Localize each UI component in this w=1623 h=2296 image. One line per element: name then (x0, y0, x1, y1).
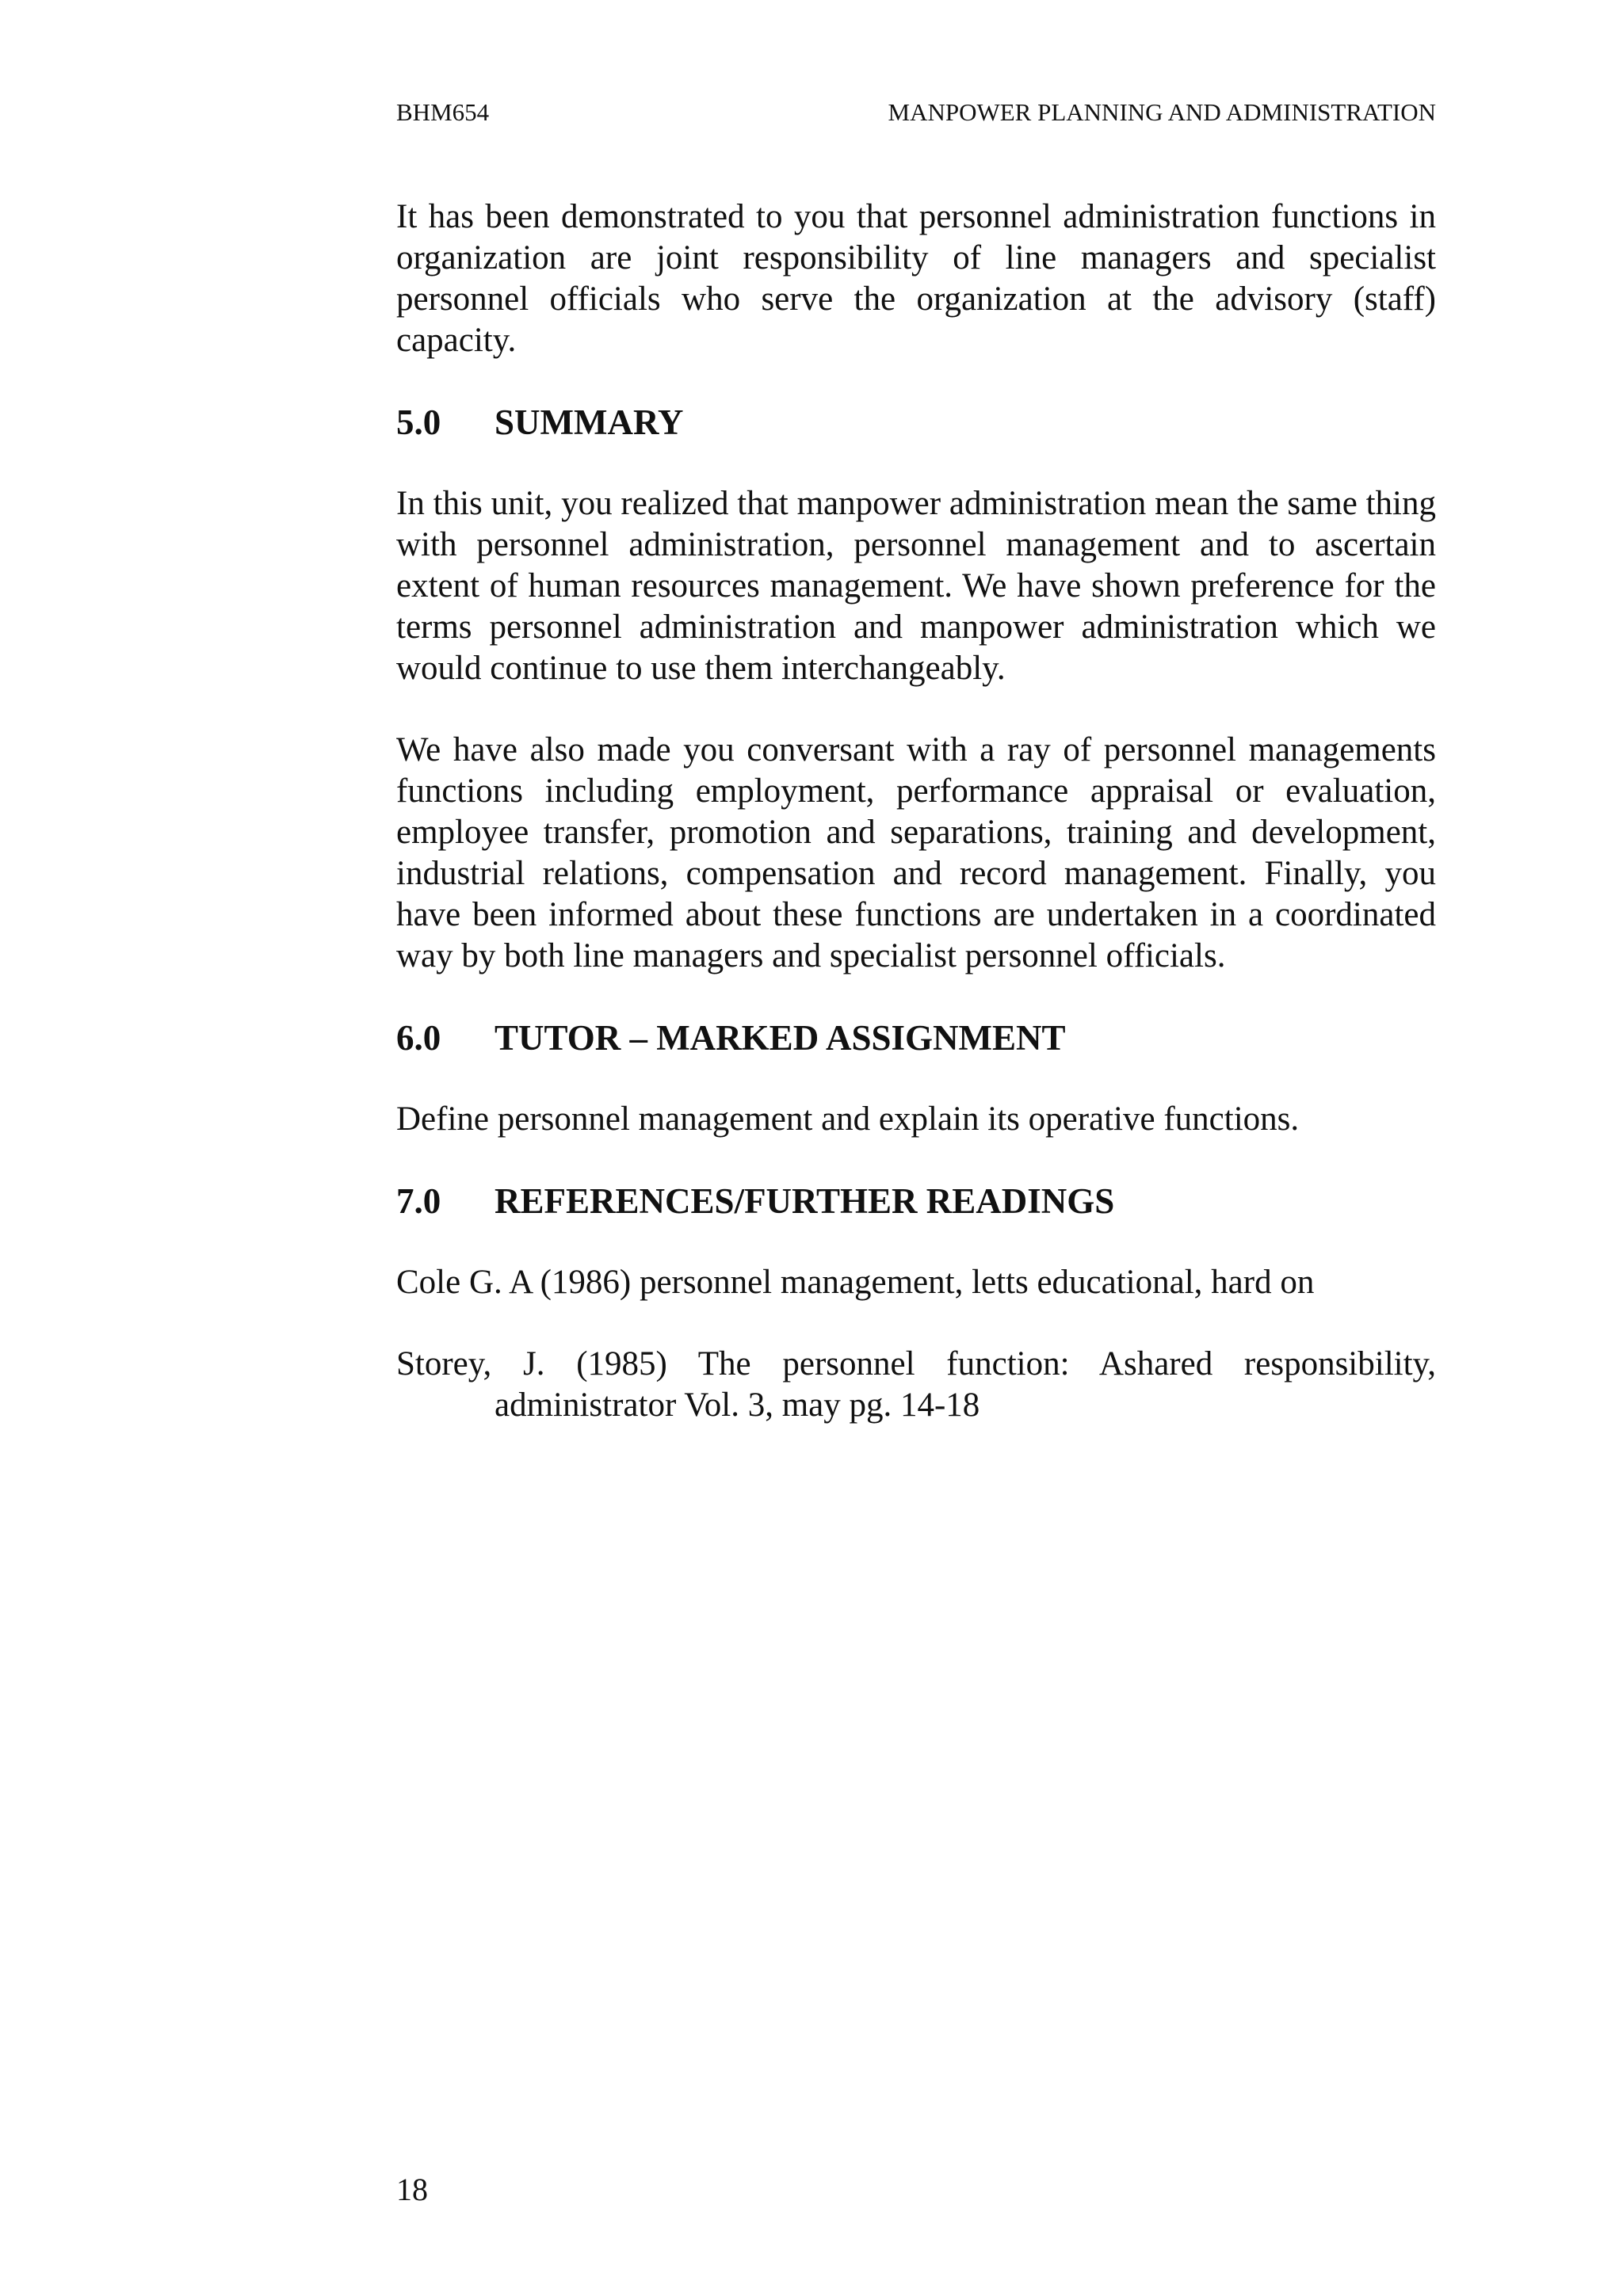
summary-paragraph-2: We have also made you conversant with a ray of personnel managements functions including employment, performance appraisal or evaluation, employee transfer, promotion and separations, training and development, industrial relations, compensation and record management. Finally, you have been informed about these functions are undertaken in a coordinated way by both line managers and specialist personnel officials. (396, 731, 1436, 974)
reference-item-2: Storey, J. (1985) The personnel function: Ashared responsibility, administrator Vol. 3, may pg. 14-18 (396, 1345, 1436, 1424)
summary-section-number: 5.0 (396, 402, 441, 442)
assignment-heading (396, 1017, 1436, 1058)
assignment-text: Define personnel management and explain its operative functions. (396, 1100, 1300, 1138)
references-heading (396, 1180, 1436, 1222)
page-body (396, 196, 1436, 1426)
course-title: MANPOWER PLANNING AND ADMINISTRATION (888, 98, 1436, 126)
page-number: 18 (396, 2172, 428, 2207)
assignment-section-number: 6.0 (396, 1018, 441, 1058)
course-code: BHM654 (396, 98, 490, 126)
references-section-number: 7.0 (396, 1181, 441, 1221)
summary-section-title: SUMMARY (495, 402, 684, 442)
references-section-title: REFERENCES/FURTHER READINGS (495, 1181, 1115, 1221)
reference-item-1: Cole G. A (1986) personnel management, letts educational, hard on (396, 1264, 1315, 1301)
running-header (396, 98, 1436, 127)
summary-paragraph-1: In this unit, you realized that manpower administration mean the same thing with personnel administration, personnel management and to ascertain extent of human resources management. We have shown preference for the terms personnel administration and manpower administration which we would continue to use them interchangeably. (396, 485, 1436, 687)
intro-paragraph: It has been demonstrated to you that personnel administration functions in organization are joint responsibility of line managers and specialist personnel officials who serve the organization at the advisory (staff) capacity. (396, 198, 1436, 359)
summary-heading (396, 402, 1436, 443)
assignment-section-title: TUTOR – MARKED ASSIGNMENT (495, 1018, 1066, 1058)
